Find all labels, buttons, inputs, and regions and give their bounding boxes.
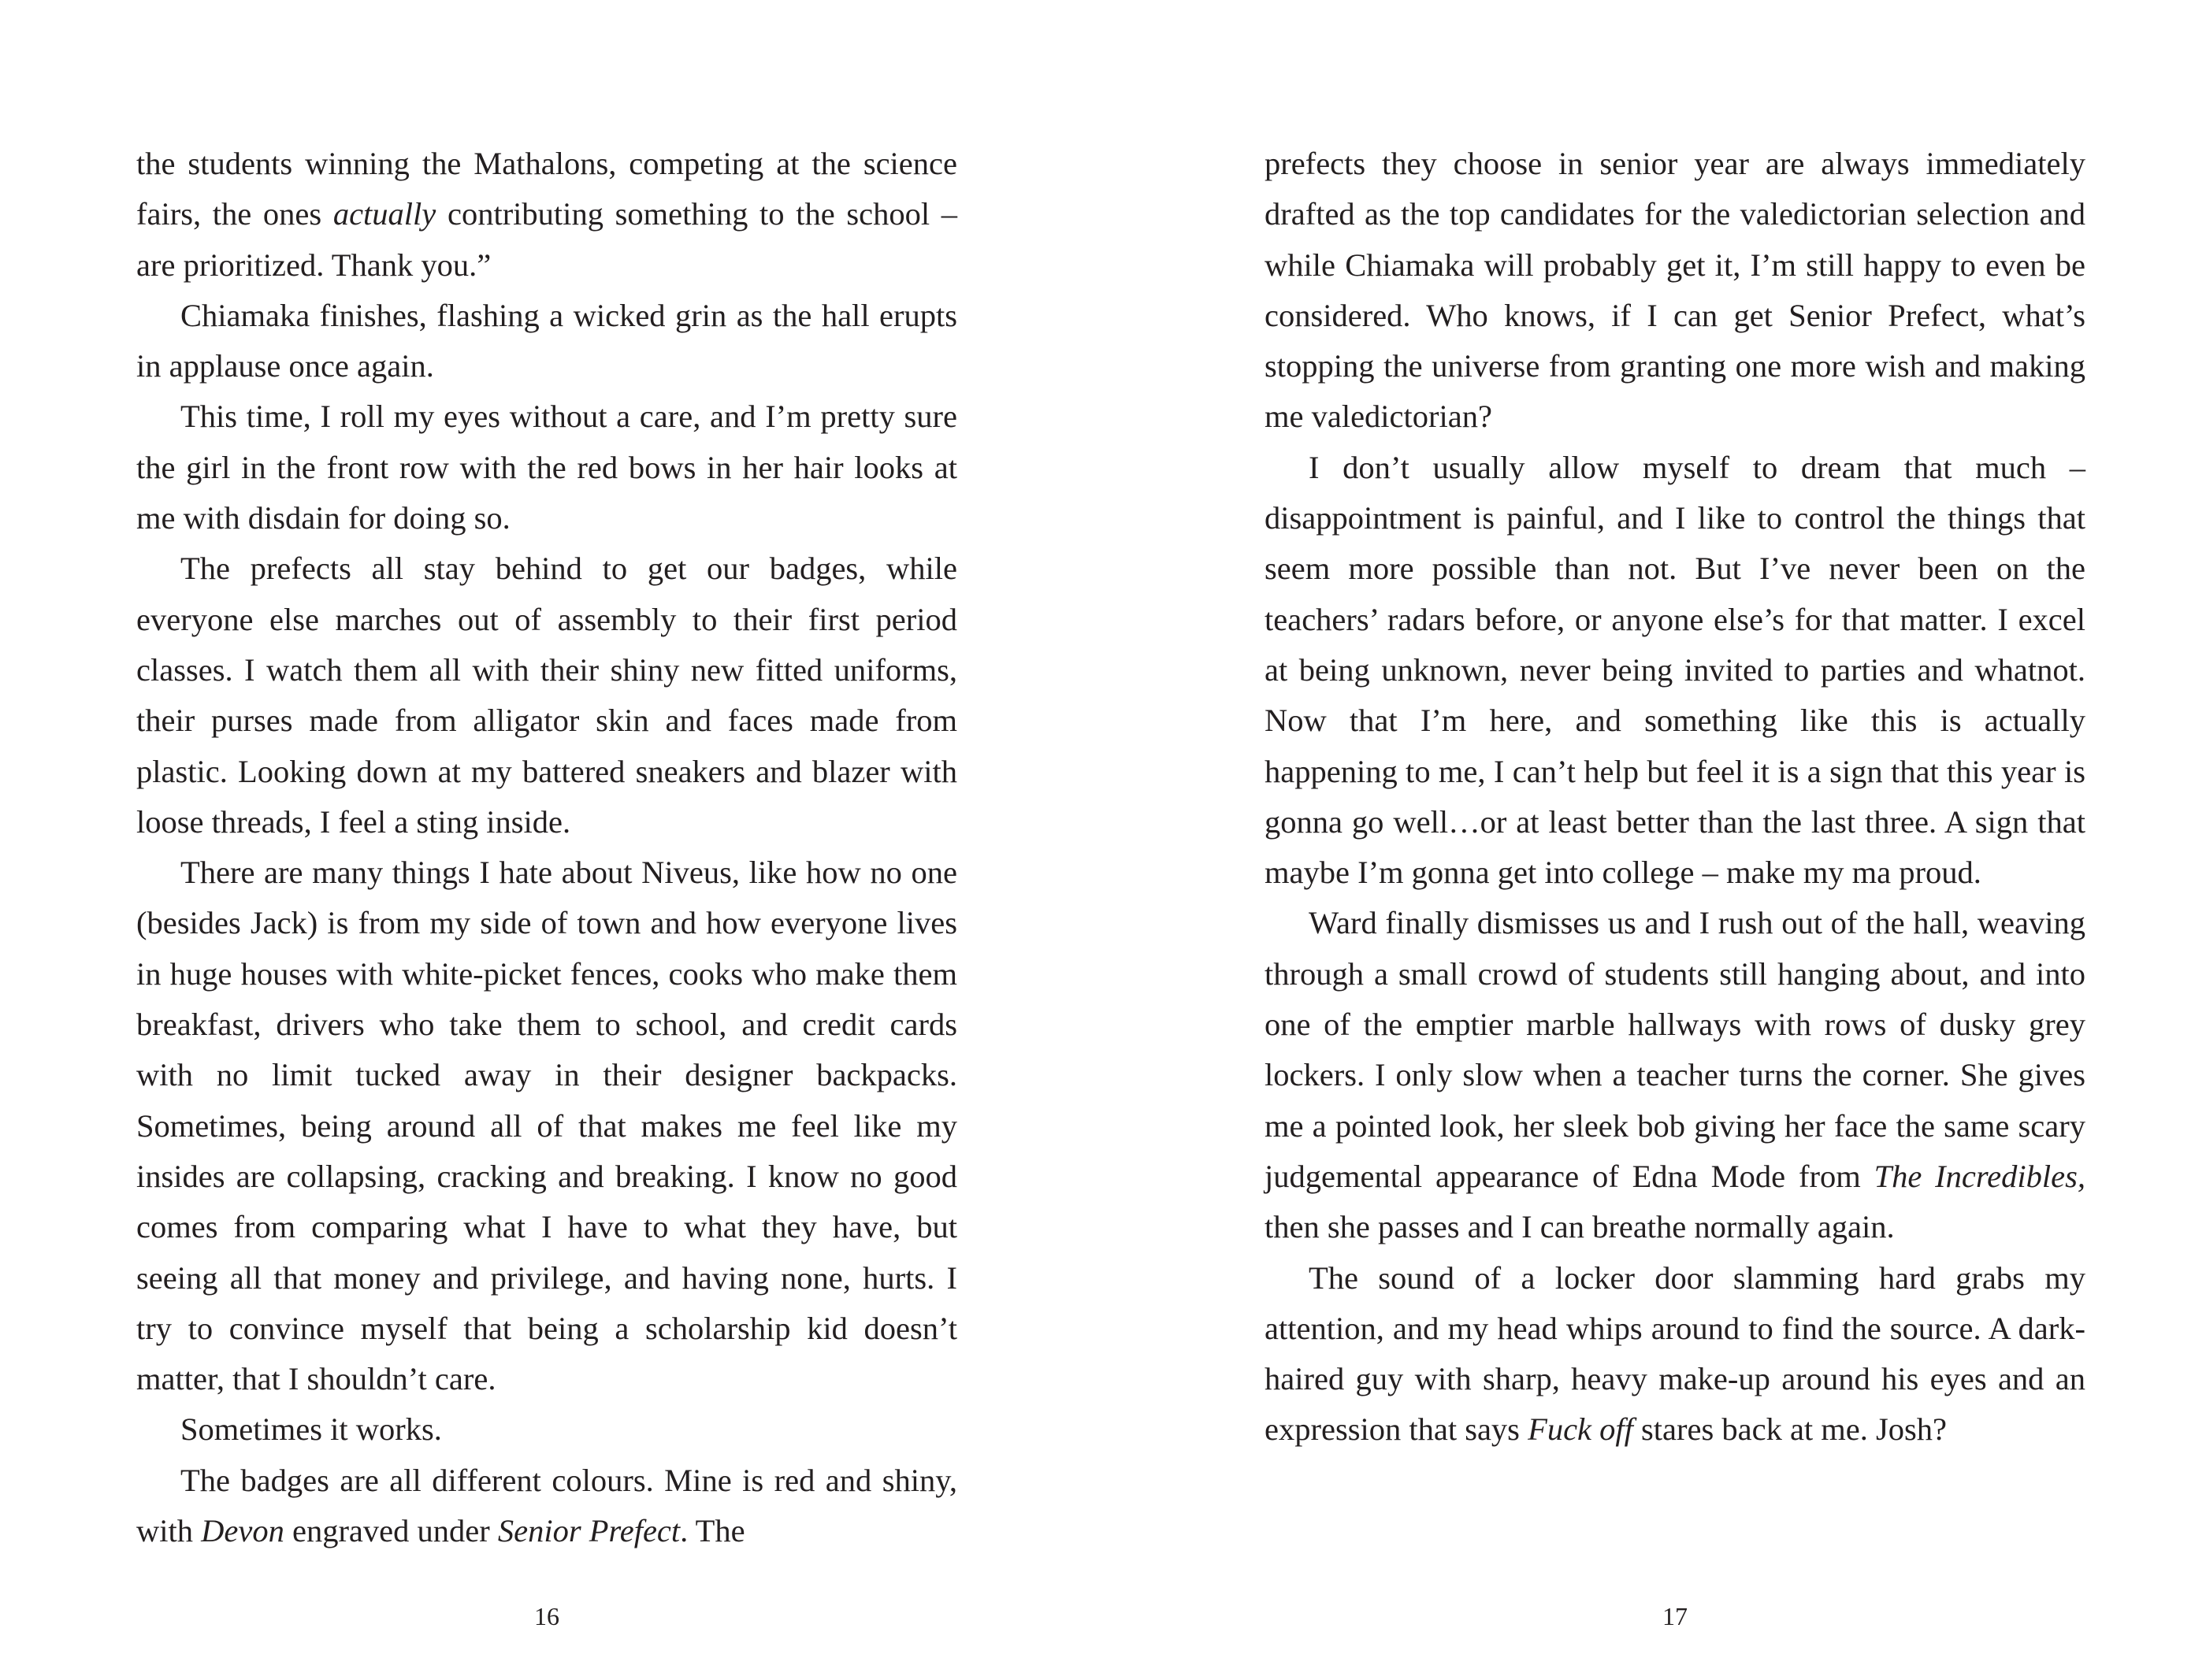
text-run: Ward finally dismisses us and I rush out of the hall, weaving through a small crowd of students still hanging about, and into one of the emptier marble hallways with rows of dusky grey lockers. I only slow when a teacher turns the corner. She gives me a pointed look, her sleek bob giving her face the same scary judgemental appearance of Edna Mode from bbox=[1265, 905, 2085, 1194]
paragraph bbox=[1265, 139, 2085, 443]
text-run: then she passes and I can breathe normally again. bbox=[1265, 1209, 1895, 1245]
text-run: prefects they choose in senior year are always immediately drafted as the top candidates for the valedictorian selection and while Chiamaka will probably get it, I’m still happy to even be considered. Who knows, if I can get Senior Prefect, what’s stopping the universe from granting one more wish and making me valedictorian? bbox=[1265, 146, 2085, 435]
left-page-text bbox=[136, 139, 957, 1556]
left-page bbox=[136, 139, 957, 1556]
text-run: There are many things I hate about Niveus, like how no one (besides Jack) is from my side of town and how everyone lives in huge houses with white-picket fences, cooks who make them breakfast, drivers who take them to school, and credit cards with no limit tucked away in their designer backpacks. Sometimes, being around all of that makes me feel like my insides are collapsing, cracking and breaking. I know no good comes from comparing what I have to what they have, but seeing all that money and privilege, and having none, hurts. I try to convince myself that being a scholarship kid doesn’t matter, that I shouldn’t care. bbox=[136, 855, 957, 1397]
text-run: stares back at me. Josh? bbox=[1632, 1411, 1948, 1448]
page-number-right: 17 bbox=[1662, 1602, 1688, 1630]
paragraph bbox=[136, 1456, 957, 1557]
paragraph bbox=[136, 139, 957, 291]
text-run: engraved under bbox=[284, 1513, 498, 1549]
page-number-left: 16 bbox=[534, 1602, 559, 1630]
right-page bbox=[1265, 139, 2085, 1456]
text-run: I don’t usually allow myself to dream that much – disappointment is painful, and I like to control the things that seem more possible than not. But I’ve never been on the teachers’ radars before, or anyone else’s for that matter. I excel at being unknown, never being invited to parties and whatnot. Now that I’m here, and something like this is actually happening to me, I can’t help but feel it is a sign that this year is gonna go well…or at least better than the last three. A sign that maybe I’m gonna get into college – make my ma proud. bbox=[1265, 449, 2085, 891]
paragraph bbox=[1265, 443, 2085, 899]
text-run: The sound of a locker door slamming hard grabs my attention, and my head whips around to find the source. A dark-haired guy with sharp, heavy make-up around his eyes and an expression that says bbox=[1265, 1259, 2085, 1448]
paragraph bbox=[136, 847, 957, 1404]
paragraph bbox=[136, 391, 957, 543]
paragraph bbox=[136, 291, 957, 392]
italic-run: Devon bbox=[201, 1513, 284, 1549]
paragraph bbox=[1265, 898, 2085, 1252]
paragraph bbox=[1265, 1253, 2085, 1456]
text-run: This time, I roll my eyes without a care, and I’m pretty sure the girl in the front row with the red bows in her hair looks at me with disdain for doing so. bbox=[136, 399, 957, 536]
paragraph bbox=[136, 543, 957, 847]
text-run: Chiamaka finishes, flashing a wicked grin as the hall erupts in applause once again. bbox=[136, 297, 957, 384]
italic-run: The Incredibles, bbox=[1874, 1158, 2085, 1194]
text-run: Sometimes it works. bbox=[180, 1411, 442, 1448]
right-page-text bbox=[1265, 139, 2085, 1456]
text-run: The badges are all different colours. Mine is red and shiny, with bbox=[136, 1462, 957, 1549]
italic-run: Fuck off bbox=[1528, 1411, 1633, 1448]
text-run: The prefects all stay behind to get our badges, while everyone else marches out of assembly to their first period classes. I watch them all with their shiny new fitted uniforms, their purses made from alligator skin and faces made from plastic. Looking down at my battered sneakers and blazer with loose threads, I feel a sting inside. bbox=[136, 551, 957, 840]
italic-run: Senior Prefect bbox=[497, 1513, 681, 1549]
text-run: the students winning the Mathalons, competing at the science fairs, the ones bbox=[136, 146, 957, 232]
paragraph bbox=[136, 1404, 957, 1455]
text-run: . The bbox=[680, 1513, 745, 1549]
text-run: contributing something to the school – are prioritized. Thank you.” bbox=[136, 196, 958, 283]
italic-run: actually bbox=[332, 196, 436, 232]
